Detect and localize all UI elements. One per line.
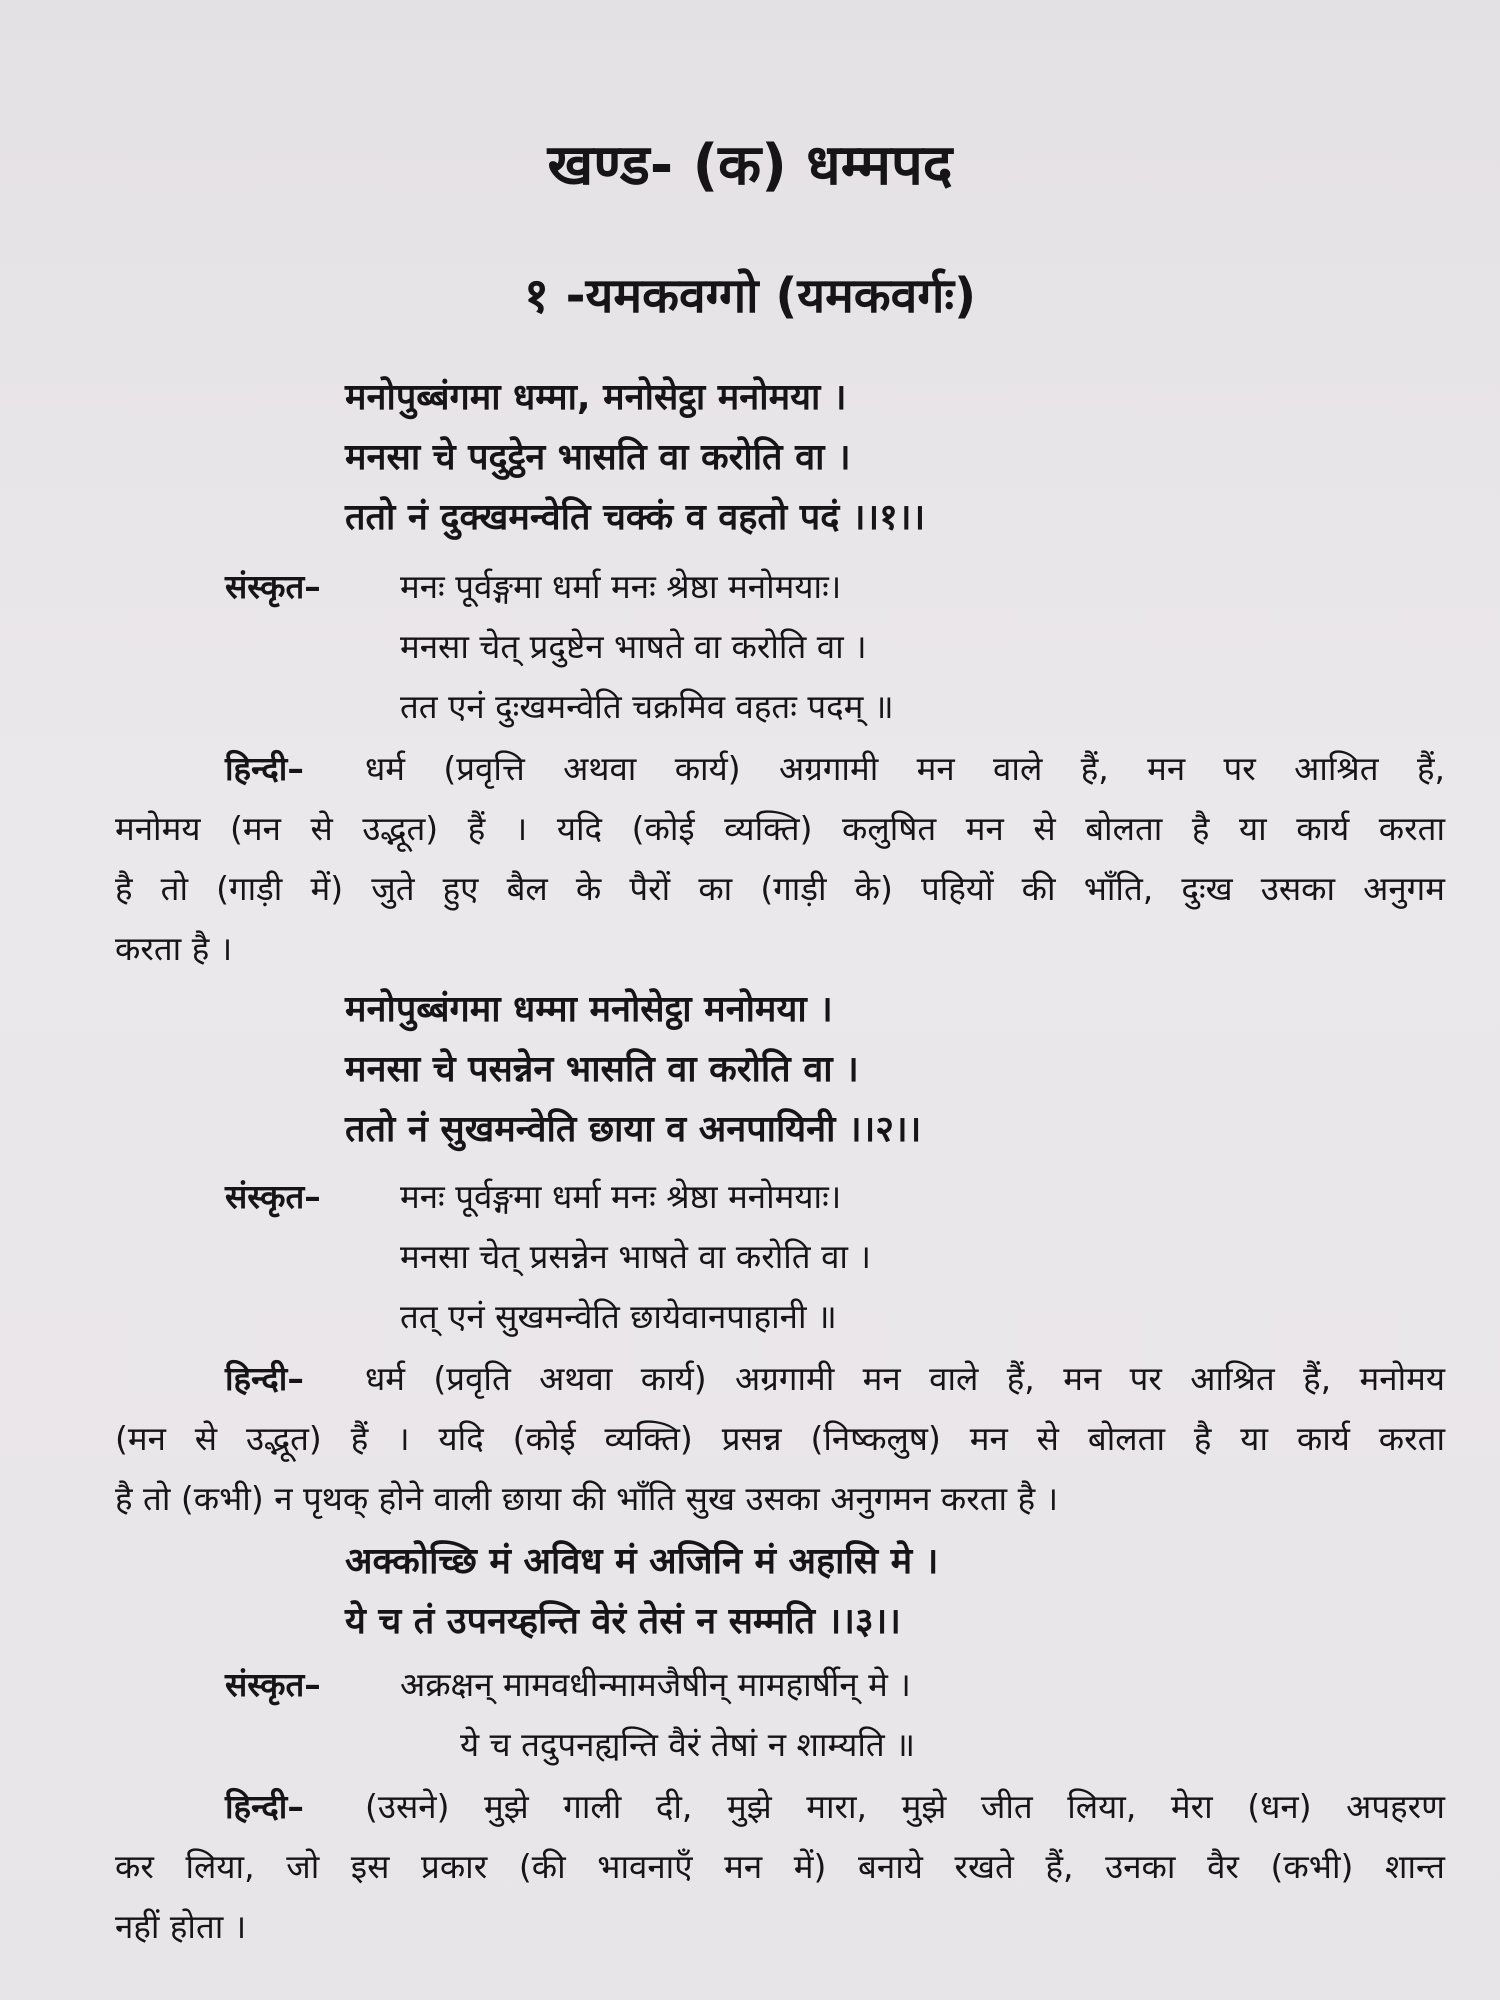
verse-2-sanskrit-line: तत् एनं सुखमन्वेति छायेवानपाहानी ॥ (400, 1297, 837, 1336)
verse-1-sanskrit-line: तत एनं दुःखमन्वेति चक्रमिव वहतः पदम् ॥ (400, 687, 894, 726)
verse-1-pali-line: मनोपुब्बंगमा धम्मा, मनोसेट्ठा मनोमया । (345, 377, 847, 418)
chapter-title: १ -यमकवग्गो (यमकवर्गः) (523, 268, 977, 324)
verse-3-hindi-line: (उसने) मुझे गाली दी, मुझे मारा, मुझे जीत लिया, मेरा (धन) अपहरण (365, 1787, 1445, 1826)
verse-2-sanskrit-line: मनसा चेत् प्रसन्नेन भाषते वा करोति वा । (400, 1237, 871, 1276)
verse-1-hindi-line: मनोमय (मन से उद्भूत) हैं । यदि (कोई व्यक्ति) कलुषित मन से बोलता है या कार्य करता (115, 809, 1445, 848)
verse-1-hindi-line: है तो (गाड़ी में) जुते हुए बैल के पैरों का (गाड़ी के) पहियों की भाँति, दुःख उसका अनुगम (115, 869, 1445, 908)
verse-2-pali-line: ततो नं सुखमन्वेति छाया व अनपायिनी ।।२।। (345, 1109, 922, 1150)
verse-2-sanskrit-line: मनः पूर्वङ्गमा धर्मा मनः श्रेष्ठा मनोमयाः। (400, 1177, 842, 1216)
verse-2-hindi-line: है तो (कभी) न पृथक् होने वाली छाया की भाँति सुख उसका अनुगमन करता है । (115, 1479, 1059, 1518)
verse-1-sanskrit-label: संस्कृत– (225, 567, 321, 606)
verse-3-pali-line: अक्कोच्छि मं अविध मं अजिनि मं अहासि मे । (345, 1541, 939, 1582)
verse-1-hindi-label: हिन्दी– (225, 749, 304, 788)
verse-2-pali-line: मनोपुब्बंगमा धम्मा मनोसेट्ठा मनोमया । (345, 989, 833, 1030)
verse-3-hindi-line: कर लिया, जो इस प्रकार (की भावनाएँ मन में) बनाये रखते हैं, उनका वैर (कभी) शान्त (115, 1847, 1445, 1886)
verse-2-pali-line: मनसा चे पसन्नेन भासति वा करोति वा । (345, 1049, 859, 1090)
verse-1-pali-line: ततो नं दुक्खमन्वेति चक्कं व वहतो पदं ।।१।। (345, 497, 926, 538)
verse-2-hindi-line: (मन से उद्भूत) हैं । यदि (कोई व्यक्ति) प्रसन्न (निष्कलुष) मन से बोलता है या कार्य करता (115, 1419, 1445, 1458)
verse-1-hindi-line: करता है । (115, 929, 233, 968)
verse-2-hindi-line: धर्म (प्रवृति अथवा कार्य) अग्रगामी मन वाले हैं, मन पर आश्रित हैं, मनोमय (365, 1359, 1445, 1398)
verse-1-pali-line: मनसा चे पदुट्ठेन भासति वा करोति वा । (345, 437, 851, 478)
section-title: खण्ड- (क) धम्मपद (547, 133, 953, 198)
verse-3-sanskrit-line: ये च तदुपनह्यन्ति वैरं तेषां न शाम्यति ॥ (460, 1725, 915, 1764)
verse-1-sanskrit-line: मनः पूर्वङ्गमा धर्मा मनः श्रेष्ठा मनोमयाः। (400, 567, 842, 606)
verse-1-sanskrit-line: मनसा चेत् प्रदुष्टेन भाषते वा करोति वा । (400, 627, 867, 666)
verse-3-sanskrit-label: संस्कृत– (225, 1665, 321, 1704)
verse-1-hindi-line: धर्म (प्रवृत्ति अथवा कार्य) अग्रगामी मन वाले हैं, मन पर आश्रित हैं, (365, 749, 1445, 788)
verse-3-hindi-line: नहीं होता । (115, 1907, 247, 1946)
verse-3-sanskrit-line: अक्रक्षन् मामवधीन्मामजैषीन् मामहार्षीन् मे । (400, 1665, 911, 1704)
verse-3-pali-line: ये च तं उपनय्हन्ति वेरं तेसं न सम्मति ।।३।। (345, 1601, 901, 1642)
verse-2-hindi-label: हिन्दी– (225, 1359, 304, 1398)
verse-2-sanskrit-label: संस्कृत– (225, 1177, 321, 1216)
verse-3-hindi-label: हिन्दी– (225, 1787, 304, 1826)
